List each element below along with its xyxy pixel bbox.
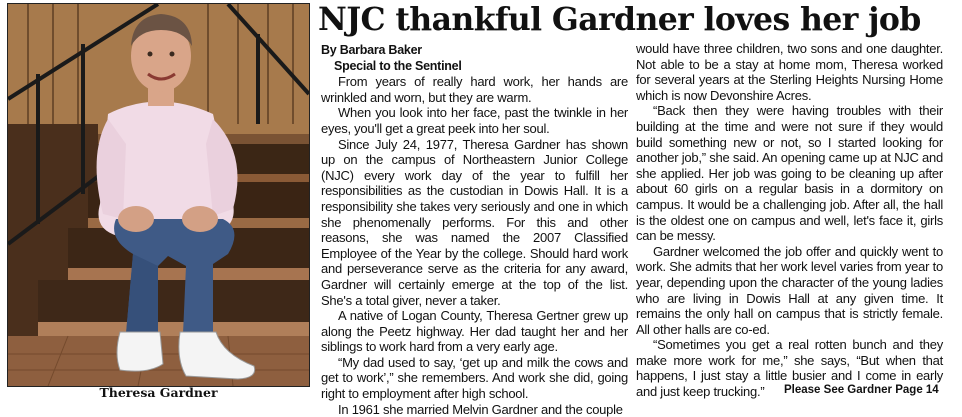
paragraph: “Back then they were having troubles with their building at the time and were not sure if they would build something new or not, so I started looking for another job,” she said. An opening came up at NJC and she applied. Her job was going to be cleaning up after about 60 girls on a regular basis in a dormitory on campus. It would be a challenging job. After all, the hall is the oldest one on campus and well, let's face it, girls can be messy. xyxy=(636,103,943,244)
article-column-2 xyxy=(636,41,943,400)
photo-caption: Theresa Gardner xyxy=(99,385,218,400)
paragraph-continued: would have three children, two sons and one daughter. Not able to be a stay at home mom, Theresa worked for several years at the Sterling Heights Nursing Home which is now Devonshire Acres. xyxy=(636,41,943,103)
paragraph: Gardner welcomed the job offer and quickly went to work. She admits that her work level varies from year to year, depending upon the character of the young ladies who are living in Dowis Hall at any given time. It remains the only hall on campus that is strictly female. All other halls are co-ed. xyxy=(636,243,943,337)
byline-author: By Barbara Baker xyxy=(321,43,422,57)
paragraph: When you look into her face, past the twinkle in her eyes, you'll get a great peek into her soul. xyxy=(321,105,628,136)
paragraph: Since July 24, 1977, Theresa Gardner has shown up on the campus of Northeastern Junior College (NJC) every work day of the year to fulfill her responsibilities as the custodian in Dowis Hall. It is a responsibility she takes very seriously and one in which she phenomenally performs. For this and other reasons, she was named the 2007 Classified Employee of the Year by the college. Should hard work and perseverance serve as the criteria for any award, Gardner will certainly emerge at the top of the list. She's a total giver, never a taker. xyxy=(321,136,628,308)
article-column-1 xyxy=(321,43,628,417)
continued-jump-line: Please See Gardner Page 14 xyxy=(784,384,939,396)
paragraph: A native of Logan County, Theresa Gertner grew up along the Peetz highway. Her dad taught her and her siblings to work hard from a very early age. xyxy=(321,308,628,355)
paragraph: “My dad used to say, ‘get up and milk the cows and get to work’,” she remembers. And work she did, going right to employment after high school. xyxy=(321,354,628,402)
paragraph: From years of really hard work, her hands are wrinkled and worn, but they are warm. xyxy=(321,74,628,105)
paragraph: “Sometimes you get a real rotten bunch and they make more work for me,” she says, “But when that happens, I just stay a little busier and I come in early and just keep trucking.” xyxy=(636,337,943,400)
byline-role: Special to the Sentinel xyxy=(334,58,462,73)
headline: NJC thankful Gardner loves her job xyxy=(318,1,921,38)
article-photo xyxy=(7,3,310,387)
paragraph: In 1961 she married Melvin Gardner and the couple xyxy=(338,401,623,417)
